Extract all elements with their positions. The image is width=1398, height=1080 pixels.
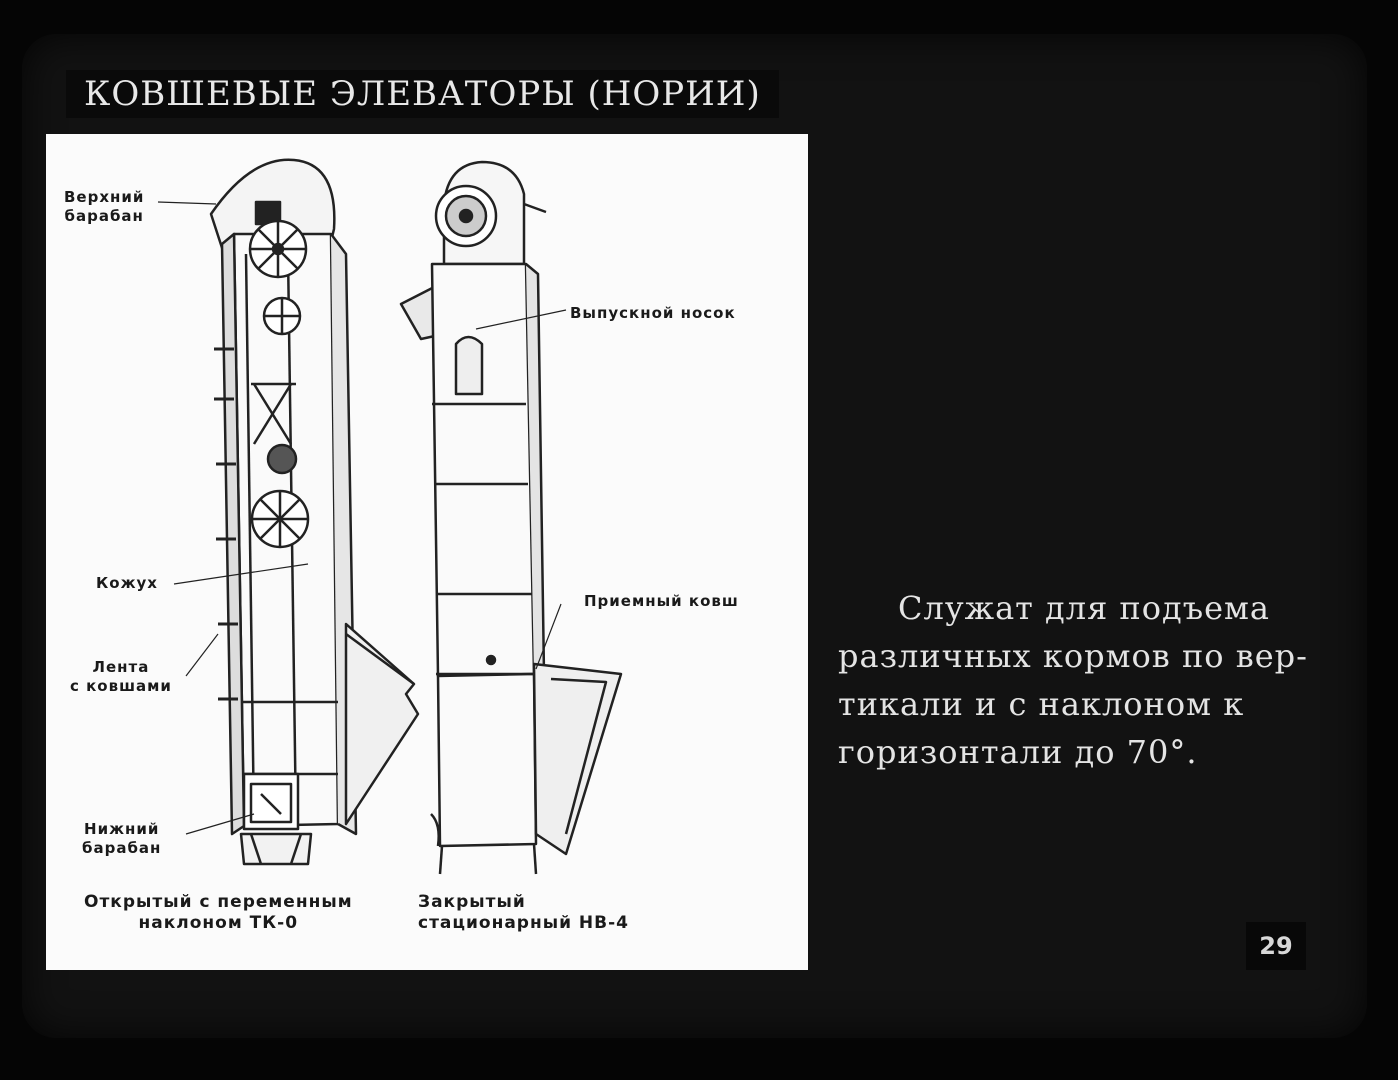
label-outlet-spout: Выпускной носок [570, 304, 736, 322]
label-top-drum-line1: Верхний [64, 188, 145, 206]
label-belt-buckets [70, 658, 172, 696]
caption-closed-line2: стационарный НВ-4 [418, 913, 629, 933]
label-bottom-drum [82, 820, 161, 858]
label-belt-buckets-line1: Лента [92, 658, 150, 676]
label-bottom-drum-line2: барабан [82, 839, 162, 857]
label-top-drum-line2: барабан [64, 207, 144, 225]
caption-closed-elevator [418, 892, 629, 934]
description-line-1: Служат для подъема [898, 589, 1270, 627]
description-line-3: тикали и с наклоном к [838, 685, 1245, 723]
open-elevator-drawing [211, 160, 418, 864]
closed-elevator-drawing [401, 162, 621, 874]
label-bottom-drum-line1: Нижний [84, 820, 160, 838]
description-line-2: различных кормов по вер- [838, 637, 1308, 675]
label-intake-bucket: Приемный ковш [584, 592, 739, 610]
caption-closed-line1: Закрытый [418, 892, 526, 912]
page-number: 29 [1246, 922, 1306, 970]
label-belt-buckets-line2: с ковшами [70, 677, 172, 695]
elevator-figure [46, 134, 808, 970]
slide-title: КОВШЕВЫЕ ЭЛЕВАТОРЫ (НОРИИ) [66, 70, 779, 118]
description-text [838, 584, 1328, 776]
label-top-drum [64, 188, 144, 226]
caption-open-line2: наклоном ТК-0 [138, 913, 299, 933]
caption-open-line1: Открытый с переменным [84, 892, 353, 912]
caption-open-elevator [84, 892, 353, 934]
label-casing: Кожух [96, 574, 158, 592]
description-line-4: горизонтали до 70°. [838, 733, 1198, 771]
